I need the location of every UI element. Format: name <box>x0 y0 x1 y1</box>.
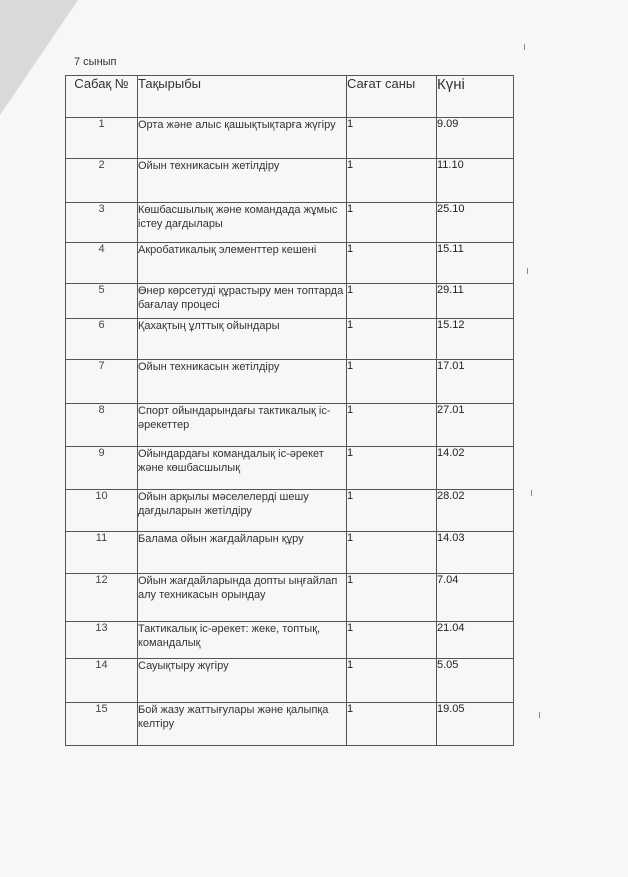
lesson-hours: 1 <box>347 490 437 532</box>
scan-mark <box>527 268 528 274</box>
header-row <box>66 76 514 118</box>
lesson-number: 11 <box>66 532 138 574</box>
lesson-number: 7 <box>66 360 138 404</box>
lesson-date: 29.11 <box>437 284 514 319</box>
lesson-topic: Ойындардағы командалық іс-әрекет және көшбасшылық <box>138 447 347 490</box>
lesson-hours: 1 <box>347 159 437 203</box>
lesson-number: 9 <box>66 447 138 490</box>
table-row <box>66 319 514 360</box>
lesson-hours: 1 <box>347 622 437 659</box>
lesson-topic: Ойын техникасын жетілдіру <box>138 360 347 404</box>
table-row <box>66 284 514 319</box>
lesson-date: 27.01 <box>437 404 514 447</box>
lesson-hours: 1 <box>347 574 437 622</box>
lesson-date: 25.10 <box>437 203 514 243</box>
table-row <box>66 360 514 404</box>
table-row <box>66 622 514 659</box>
lesson-number: 12 <box>66 574 138 622</box>
table-row <box>66 243 514 284</box>
lesson-date: 15.12 <box>437 319 514 360</box>
lesson-topic: Ойын арқылы мәселелерді шешу дағдыларын жетілдіру <box>138 490 347 532</box>
lesson-topic: Акробатикалық элементтер кешені <box>138 243 347 284</box>
class-label: 7 сынып <box>74 56 117 68</box>
lesson-date: 17.01 <box>437 360 514 404</box>
lesson-hours: 1 <box>347 447 437 490</box>
lesson-number: 14 <box>66 659 138 703</box>
lesson-number: 10 <box>66 490 138 532</box>
lesson-date: 14.02 <box>437 447 514 490</box>
lesson-date: 28.02 <box>437 490 514 532</box>
lesson-number: 13 <box>66 622 138 659</box>
table-row <box>66 659 514 703</box>
lesson-topic: Сауықтыру жүгіру <box>138 659 347 703</box>
lesson-date: 21.04 <box>437 622 514 659</box>
lesson-hours: 1 <box>347 243 437 284</box>
lesson-topic: Көшбасшылық және командада жұмыс істеу дағдылары <box>138 203 347 243</box>
table-row <box>66 574 514 622</box>
lesson-number: 15 <box>66 703 138 746</box>
table-row <box>66 532 514 574</box>
lesson-date: 19.05 <box>437 703 514 746</box>
header-hours: Сағат саны <box>347 76 437 118</box>
lesson-topic: Орта және алыс қашықтықтарға жүгіру <box>138 118 347 159</box>
lesson-date: 7.04 <box>437 574 514 622</box>
header-number: Сабақ № <box>66 76 138 118</box>
lesson-hours: 1 <box>347 319 437 360</box>
lesson-number: 8 <box>66 404 138 447</box>
table-row <box>66 490 514 532</box>
lesson-hours: 1 <box>347 284 437 319</box>
lesson-date: 15.11 <box>437 243 514 284</box>
lesson-hours: 1 <box>347 360 437 404</box>
lesson-topic: Бой жазу жаттығулары және қалыпқа келтіру <box>138 703 347 746</box>
header-topic: Тақырыбы <box>138 76 347 118</box>
lesson-number: 1 <box>66 118 138 159</box>
table-row <box>66 159 514 203</box>
table-row <box>66 203 514 243</box>
lesson-hours: 1 <box>347 659 437 703</box>
lesson-hours: 1 <box>347 703 437 746</box>
lesson-topic: Ойын техникасын жетілдіру <box>138 159 347 203</box>
header-date: Күні <box>437 76 514 118</box>
lesson-hours: 1 <box>347 404 437 447</box>
lesson-number: 2 <box>66 159 138 203</box>
lesson-hours: 1 <box>347 203 437 243</box>
lesson-date: 5.05 <box>437 659 514 703</box>
scan-mark <box>539 712 540 718</box>
lesson-topic: Спорт ойындарындағы тактикалық іс-әрекеттер <box>138 404 347 447</box>
lesson-number: 6 <box>66 319 138 360</box>
lesson-topic: Балама ойын жағдайларын құру <box>138 532 347 574</box>
table-row <box>66 703 514 746</box>
lesson-topic: Ойын жағдайларында допты ыңғайлап алу техникасын орындау <box>138 574 347 622</box>
lesson-number: 4 <box>66 243 138 284</box>
lesson-plan-table <box>65 75 514 746</box>
lesson-topic: Қахақтың ұлттық ойындары <box>138 319 347 360</box>
lesson-date: 14.03 <box>437 532 514 574</box>
scan-mark <box>531 490 532 496</box>
lesson-topic: Өнер көрсетуді құрастыру мен топтарда бағалау процесі <box>138 284 347 319</box>
lesson-number: 3 <box>66 203 138 243</box>
table-row <box>66 118 514 159</box>
lesson-date: 11.10 <box>437 159 514 203</box>
lesson-date: 9.09 <box>437 118 514 159</box>
lesson-hours: 1 <box>347 118 437 159</box>
lesson-hours: 1 <box>347 532 437 574</box>
scan-mark <box>524 44 525 50</box>
lesson-number: 5 <box>66 284 138 319</box>
table-row <box>66 404 514 447</box>
table-row <box>66 447 514 490</box>
lesson-topic: Тактикалық іс-әрекет: жеке, топтық, командалық <box>138 622 347 659</box>
